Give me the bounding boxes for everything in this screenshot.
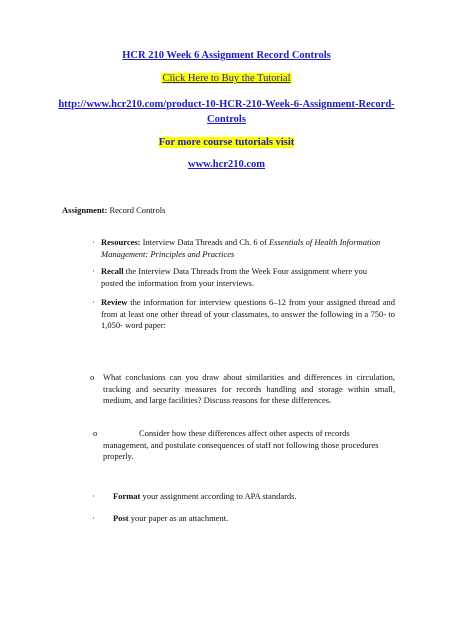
resources-text: Interview Data Threads and Ch. 6 of <box>142 237 267 247</box>
assignment-line <box>62 205 165 215</box>
review-item <box>101 297 395 332</box>
post-keyword: Post <box>113 513 129 523</box>
assignment-label: Assignment: <box>62 205 108 215</box>
post-text: your paper as an attachment. <box>130 513 229 523</box>
sub-bullet: o <box>93 428 98 438</box>
review-text: the information for interview questions 6–12 from your assigned thread and from at least one other thread of your classmates, to answer the following in a 750- to 1,050- word paper: <box>101 297 395 330</box>
resources-keyword: Resources: <box>101 237 141 247</box>
sub-item-conclusions <box>103 372 395 407</box>
sub-bullet: o <box>90 372 95 382</box>
format-keyword: Format <box>113 491 141 501</box>
more-tutorials-line <box>40 137 413 148</box>
recall-keyword: Recall <box>101 266 124 276</box>
more-tutorials-text: For more course tutorials visit <box>158 137 295 148</box>
buy-tutorial-link[interactable]: Click Here to Buy the Tutorial <box>162 73 291 84</box>
format-text: your assignment according to APA standards. <box>142 491 297 501</box>
sub-item-conclusions-text: What conclusions can you draw about similarities and differences in circulation, tracking and security measures for records handling and storage within small, medium, and large facilities? Discuss reasons for these differences. <box>103 372 395 405</box>
bullet-dot: · <box>92 513 95 523</box>
review-keyword: Review <box>101 297 128 307</box>
bullet-dot: · <box>92 266 95 276</box>
site-link[interactable]: www.hcr210.com <box>188 159 265 170</box>
document-title-link[interactable]: HCR 210 Week 6 Assignment Record Controls <box>122 50 331 61</box>
format-item <box>113 491 393 503</box>
buy-tutorial-line <box>40 73 413 84</box>
assignment-value: Record Controls <box>109 205 166 215</box>
product-url-link[interactable]: http://www.hcr210.com/product-10-HCR-210-Week-6-Assignment-Record-Controls <box>58 99 395 125</box>
resources-item <box>101 237 391 260</box>
bullet-dot: · <box>92 297 95 307</box>
resources-book-title: Essentials of Health Information Management: Principles and Practices <box>101 237 381 259</box>
post-item <box>113 513 393 525</box>
recall-text: the Interview Data Threads from the Week Four assignment where you posted the information from your interviews. <box>101 266 367 288</box>
sub-item-consider-text: Consider how these differences affect other aspects of records management, and postulate consequences of staff not following those procedures properly. <box>103 428 379 461</box>
recall-item <box>101 266 391 289</box>
bullet-dot: · <box>92 491 95 501</box>
bullet-dot: · <box>92 237 95 247</box>
sub-item-consider <box>103 428 395 463</box>
